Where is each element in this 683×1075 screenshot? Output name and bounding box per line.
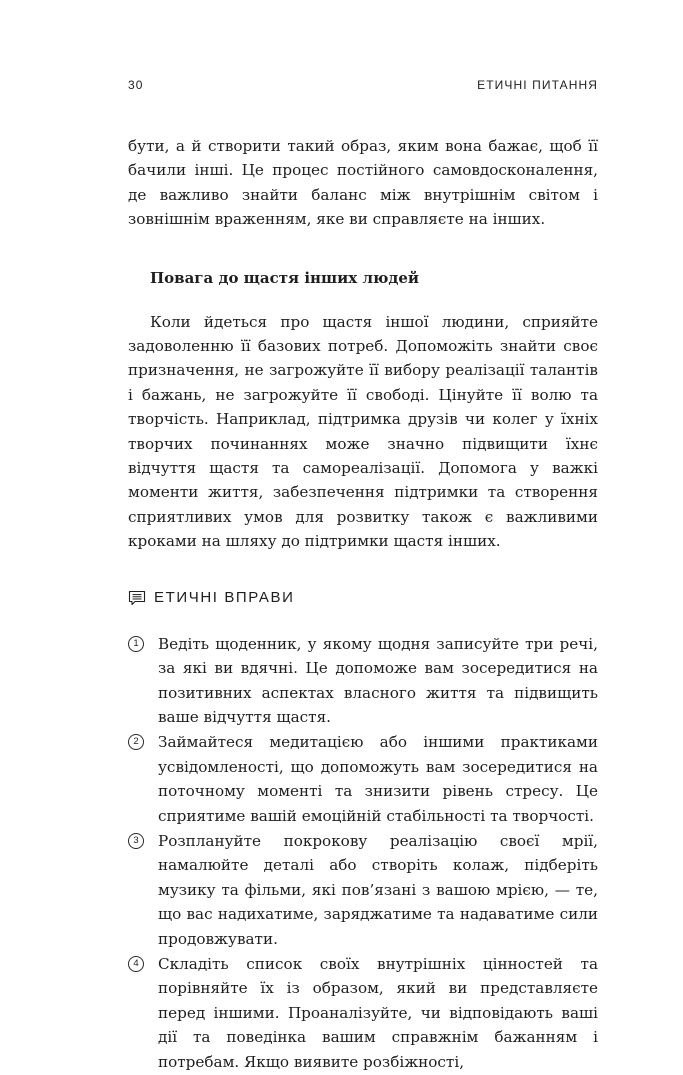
page-body [128, 134, 598, 1075]
item-text: Ведіть щоденник, у якому щодня записуйте три речі, за які ви вдячні. Це допоможе вам зосередитися на позитивних аспектах власного життя та підвищить ваше відчуття щастя. [158, 634, 598, 726]
item-number-badge: 2 [128, 734, 144, 750]
item-number-badge: 4 [128, 956, 144, 972]
page-number: 30 [128, 78, 144, 92]
list-item [128, 829, 598, 951]
list-item [128, 632, 598, 730]
item-text: Розплануйте покрокову реалізацію своєї мрії, намалюйте деталі або створіть колаж, підберіть музику та фільми, які пов’язані з вашою мрією, — те, що вас надихатиме, заряджатиме та надаватиме сили продовжувати. [158, 831, 598, 948]
exercise-list [128, 632, 598, 1074]
section-title: Повага до щастя інших людей [150, 268, 420, 287]
item-number-badge: 3 [128, 833, 144, 849]
exercises-heading [128, 586, 598, 610]
list-item [128, 952, 598, 1074]
exercises-title: ЕТИЧНІ ВПРАВИ [154, 589, 295, 607]
list-item [128, 730, 598, 828]
running-title: ЕТИЧНІ ПИТАННЯ [477, 78, 598, 92]
item-text: Складіть список своїх внутрішніх цінностей та порівняйте їх із образом, який ви представляєте перед іншими. Проаналізуйте, чи відповідають ваші дії та поведінка вашим справжнім бажанням і потребам. Якщо виявите розбіжності, [158, 954, 598, 1071]
page-header [128, 78, 598, 96]
item-text: Займайтеся медитацією або іншими практиками усвідомленості, що допоможуть вам зосередитися на поточному моменті та знизити рівень стресу. Це сприятиме вашій емоційній стабільності та творчості. [158, 733, 598, 825]
intro-paragraph: бути, а й створити такий образ, яким вона бажає, щоб її бачили інші. Це процес постійного самовдосконалення, де важливо знайти баланс між внутрішнім світом і зовнішнім враженням, яке ви справляєте на інших. [128, 137, 598, 229]
speech-bubble-lines-icon [128, 590, 146, 606]
item-number-badge: 1 [128, 636, 144, 652]
section-paragraph: Коли йдеться про щастя іншої людини, сприяйте задоволенню її базових потреб. Допоможіть знайти своє призначення, не загрожуйте її вибору реалізації талантів і бажань, не загрожуйте її свободі. Цінуйте її волю та творчість. Наприклад, підтримка друзів чи колег у їхніх творчих починаннях може значно підвищити їхнє відчуття щастя та самореалізації. Допомога у важкі моменти життя, забезпечення підтримки та створення сприятливих умов для розвитку також є важливими кроками на шляху до підтримки щастя інших. [128, 312, 598, 551]
